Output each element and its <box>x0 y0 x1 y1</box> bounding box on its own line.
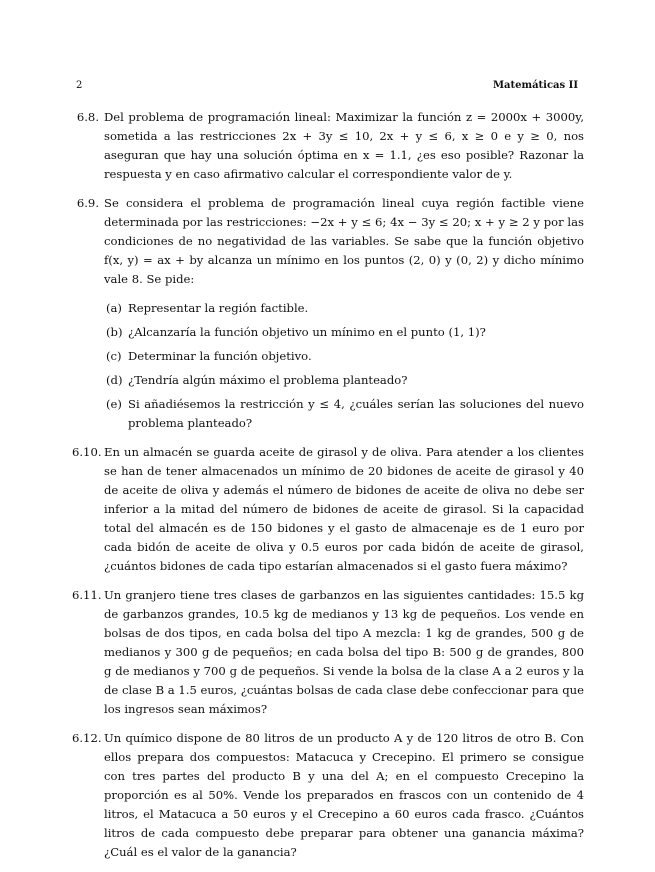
problem-6-9 <box>72 194 584 433</box>
problem-text: Un granjero tiene tres clases de garbanzos en las siguientes cantidades: 15.5 kg de garbanzos grandes, 10.5 kg de medianos y 13 kg de pequeños. Los vende en bolsas de dos tipos, en cada bolsa del tipo A mezcla: 1 kg de grandes, 500 g de medianos y 300 g de pequeños; en cada bolsa del tipo B: 500 g de grandes, 800 g de medianos y 700 g de pequeños. Si vende la bolsa de la clase A a 2 euros y la de clase B a 1.5 euros, ¿cuántas bolsas de cada clase debe confeccionar para que los ingresos sean máximos? <box>104 588 584 716</box>
subitem-a <box>106 299 584 318</box>
problem-number: 6.12. <box>72 731 102 745</box>
subitem-label: (e) <box>106 397 122 411</box>
running-title: Matemáticas II <box>492 80 578 91</box>
subitem-list <box>104 299 584 433</box>
subitem-label: (d) <box>106 373 123 387</box>
problem-text: Un químico dispone de 80 litros de un producto A y de 120 litros de otro B. Con ellos prepara dos compuestos: Matacuca y Crecepino. El primero se consigue con tres partes del producto B y una del A; en el compuesto Crecepino la proporción es al 50%. Vende los preparados en frascos con un contenido de 4 litros, el Matacuca a 50 euros y el Crecepino a 60 euros cada frasco. ¿Cuántos litros de cada compuesto debe preparar para obtener una ganancia máxima? ¿Cuál es el valor de la ganancia? <box>104 731 584 859</box>
problem-number: 6.10. <box>72 445 102 459</box>
subitem-label: (b) <box>106 325 123 339</box>
subitem-d <box>106 371 584 390</box>
problem-text: Del problema de programación lineal: Maximizar la función z = 2000x + 3000y, sometida a las restricciones 2x + 3y ≤ 10, 2x + y ≤ 6, x ≥ 0 e y ≥ 0, nos aseguran que hay una solución óptima en x = 1.1, ¿es eso posible? Razonar la respuesta y en caso afirmativo calcular el correspondiente valor de y. <box>104 110 584 181</box>
subitem-text: Si añadiésemos la restricción y ≤ 4, ¿cuáles serían las soluciones del nuevo problema planteado? <box>128 397 584 430</box>
page-number: 2 <box>76 80 83 91</box>
problem-text: Se considera el problema de programación lineal cuya región factible viene determinada por las restricciones: −2x + y ≤ 6; 4x − 3y ≤ 20; x + y ≥ 2 y por las condiciones de no negatividad de las variables. Se sabe que la función objetivo f(x, y) = ax + by alcanza un mínimo en los puntos (2, 0) y (0, 2) y dicho mínimo vale 8. Se pide: <box>104 196 584 286</box>
problem-number: 6.9. <box>76 196 99 210</box>
subitem-text: Representar la región factible. <box>128 301 309 315</box>
problem-number: 6.8. <box>76 110 99 124</box>
subitem-c <box>106 347 584 366</box>
subitem-e <box>106 395 584 433</box>
page-header <box>76 80 578 96</box>
subitem-label: (c) <box>106 349 122 363</box>
problem-6-10 <box>72 443 584 576</box>
problem-number: 6.11. <box>72 588 102 602</box>
subitem-text: Determinar la función objetivo. <box>128 349 312 363</box>
problem-text: En un almacén se guarda aceite de girasol y de oliva. Para atender a los clientes se han de tener almacenados un mínimo de 20 bidones de aceite de girasol y 40 de aceite de oliva y además el número de bidones de aceite de oliva no debe ser inferior a la mitad del número de bidones de aceite de girasol. Si la capacidad total del almacén es de 150 bidones y el gasto de almacenaje es de 1 euro por cada bidón de aceite de oliva y 0.5 euros por cada bidón de aceite de girasol, ¿cuántos bidones de cada tipo estarían almacenados si el gasto fuera máximo? <box>104 445 584 573</box>
subitem-text: ¿Alcanzaría la función objetivo un mínimo en el punto (1, 1)? <box>128 325 486 339</box>
subitem-text: ¿Tendría algún máximo el problema planteado? <box>128 373 408 387</box>
problem-6-8 <box>72 108 584 184</box>
subitem-label: (a) <box>106 301 122 315</box>
problem-6-11 <box>72 586 584 719</box>
subitem-b <box>106 323 584 342</box>
page-content <box>72 108 584 872</box>
problem-6-12 <box>72 729 584 862</box>
